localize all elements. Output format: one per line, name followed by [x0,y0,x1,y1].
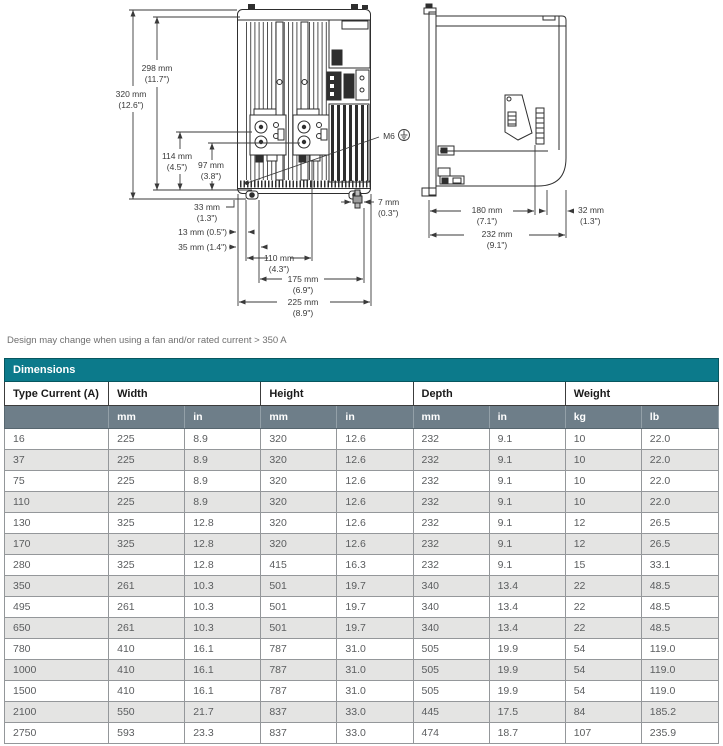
dimension-cell: 10 [565,429,641,450]
table-row [5,513,719,534]
dimension-cell: 22 [565,576,641,597]
dimension-cell: 119.0 [641,660,718,681]
dimension-cell: 837 [261,723,337,744]
dimension-cell: 19.9 [489,681,565,702]
table-title: Dimensions [5,359,719,382]
table-row [5,429,719,450]
dimension-cell: 107 [565,723,641,744]
dimension-cell: 19.9 [489,660,565,681]
dimension-cell: 10.3 [185,618,261,639]
type-current-cell: 280 [5,555,109,576]
dim-m6-label [383,131,395,141]
dimension-cell: 474 [413,723,489,744]
dimension-cell: 12.6 [337,429,413,450]
dimensions-table-body [5,429,719,744]
dim-35mm [178,242,227,252]
dimension-cell: 9.1 [489,492,565,513]
dimension-cell: 12.6 [337,492,413,513]
type-current-cell: 350 [5,576,109,597]
svg-text:175 mm: 175 mm [287,274,319,284]
dimension-cell: 185.2 [641,702,718,723]
dimension-cell: 410 [109,639,185,660]
side-view-dimension-labels [472,205,604,250]
dimensions-table-wrap [4,358,719,744]
svg-text:97 mm: 97 mm [198,160,224,170]
motor-connector-right [293,109,329,162]
col-header-depth: Depth [413,382,565,406]
unit-header: in [185,406,261,429]
svg-text:M6: M6 [383,131,395,141]
dimension-cell: 501 [261,618,337,639]
type-current-cell: 16 [5,429,109,450]
dimension-cell: 22.0 [641,492,718,513]
dimension-cell: 22 [565,597,641,618]
dimension-cell: 12.8 [185,555,261,576]
side-view-drawing [422,4,566,196]
dimension-cell: 232 [413,534,489,555]
table-row [5,471,719,492]
dimension-cell: 21.7 [185,702,261,723]
dimension-cell: 232 [413,471,489,492]
table-row [5,576,719,597]
dimension-cell: 48.5 [641,618,718,639]
dim-97mm [198,160,224,181]
dimension-cell: 16.1 [185,660,261,681]
dimension-cell: 119.0 [641,639,718,660]
dimension-cell: 9.1 [489,513,565,534]
dimension-cell: 16.1 [185,639,261,660]
dimension-cell: 320 [261,471,337,492]
dimension-cell: 320 [261,492,337,513]
dim-7mm [378,197,399,218]
dimension-cell: 19.7 [337,618,413,639]
type-current-cell: 2100 [5,702,109,723]
table-row [5,534,719,555]
svg-text:33 mm: 33 mm [194,202,220,212]
dim-13mm [178,227,227,237]
dimension-cell: 232 [413,492,489,513]
dimension-cell: 19.7 [337,576,413,597]
table-row [5,492,719,513]
dim-225mm [288,297,319,318]
svg-text:110 mm: 110 mm [263,253,295,263]
dimension-cell: 8.9 [185,471,261,492]
dimension-cell: 787 [261,639,337,660]
dimension-cell: 325 [109,534,185,555]
svg-text:(8.9"): (8.9") [292,308,314,318]
dimension-cell: 232 [413,555,489,576]
dimension-cell: 9.1 [489,471,565,492]
svg-text:(1.3"): (1.3") [196,213,218,223]
svg-text:32 mm: 32 mm [578,205,604,215]
dimension-cell: 12 [565,513,641,534]
unit-header: in [489,406,565,429]
dimension-cell: 33.1 [641,555,718,576]
dimension-cell: 9.1 [489,555,565,576]
dim-298mm [142,63,173,84]
type-current-cell: 1000 [5,660,109,681]
dimension-cell: 12.6 [337,450,413,471]
dimension-cell: 320 [261,429,337,450]
dim-232mm [482,229,513,250]
svg-text:(12.6"): (12.6") [118,100,144,110]
dimension-cell: 13.4 [489,597,565,618]
dimension-cell: 325 [109,555,185,576]
dimension-cell: 119.0 [641,681,718,702]
dimension-cell: 325 [109,513,185,534]
table-row [5,597,719,618]
dimension-cell: 19.9 [489,639,565,660]
unit-header: mm [109,406,185,429]
type-current-cell: 110 [5,492,109,513]
svg-text:(0.3"): (0.3") [378,208,399,218]
table-row [5,681,719,702]
dimension-cell: 340 [413,597,489,618]
dimension-cell: 225 [109,492,185,513]
table-row [5,660,719,681]
dimension-cell: 787 [261,681,337,702]
dimension-cell: 10 [565,492,641,513]
svg-text:(9.1"): (9.1") [486,240,508,250]
dimension-cell: 54 [565,681,641,702]
dimension-cell: 235.9 [641,723,718,744]
svg-text:(7.1"): (7.1") [476,216,498,226]
dimension-cell: 54 [565,639,641,660]
technical-drawing-svg [0,0,723,330]
dimension-cell: 9.1 [489,534,565,555]
dimension-cell: 12.6 [337,513,413,534]
dim-175mm [288,274,319,295]
dimension-cell: 550 [109,702,185,723]
type-current-cell: 170 [5,534,109,555]
unit-header: lb [641,406,718,429]
dimension-cell: 410 [109,681,185,702]
dimension-cell: 10.3 [185,576,261,597]
dimension-cell: 8.9 [185,450,261,471]
table-group-header-row [5,382,719,406]
dim-110mm [264,253,294,274]
type-current-cell: 130 [5,513,109,534]
dim-33mm [194,202,220,223]
dimension-cell: 593 [109,723,185,744]
col-header-type-current: Type Current (A) [5,382,109,406]
dim-320mm [116,89,147,110]
dimension-cell: 320 [261,513,337,534]
table-row [5,639,719,660]
dimension-cell: 22 [565,618,641,639]
table-unit-row [5,406,719,429]
col-header-width: Width [109,382,261,406]
type-current-cell: 1500 [5,681,109,702]
dim-114mm [162,151,192,172]
dimension-drawings [0,0,723,358]
dimension-cell: 23.3 [185,723,261,744]
unit-header: in [337,406,413,429]
dimension-cell: 9.1 [489,450,565,471]
col-header-height: Height [261,382,413,406]
type-current-cell: 37 [5,450,109,471]
dimension-cell: 19.7 [337,597,413,618]
dimension-cell: 232 [413,429,489,450]
dimension-cell: 12.8 [185,534,261,555]
dimension-cell: 33.0 [337,702,413,723]
dimension-cell: 320 [261,534,337,555]
dimension-cell: 10 [565,450,641,471]
dimension-cell: 33.0 [337,723,413,744]
dimension-cell: 31.0 [337,639,413,660]
dimension-cell: 505 [413,681,489,702]
dimension-cell: 22.0 [641,471,718,492]
dimension-cell: 48.5 [641,597,718,618]
svg-text:232 mm: 232 mm [481,229,513,239]
dimension-cell: 410 [109,660,185,681]
dimension-cell: 13.4 [489,576,565,597]
dimension-cell: 17.5 [489,702,565,723]
type-current-cell: 495 [5,597,109,618]
dimension-cell: 225 [109,429,185,450]
table-row [5,450,719,471]
dimension-cell: 31.0 [337,660,413,681]
dim-180mm [472,205,503,226]
table-title-row [5,359,719,382]
dimension-cell: 225 [109,471,185,492]
dimension-cell: 837 [261,702,337,723]
dimension-cell: 16.3 [337,555,413,576]
dimension-cell: 54 [565,660,641,681]
dimension-cell: 12.6 [337,534,413,555]
dimension-cell: 84 [565,702,641,723]
type-current-cell: 75 [5,471,109,492]
dimension-cell: 8.9 [185,492,261,513]
svg-text:13 mm (0.5"): 13 mm (0.5") [178,227,227,237]
table-row [5,555,719,576]
dimension-cell: 261 [109,597,185,618]
dimension-cell: 10.3 [185,597,261,618]
svg-text:(6.9"): (6.9") [292,285,314,295]
dimension-cell: 48.5 [641,576,718,597]
svg-text:(3.8"): (3.8") [200,171,222,181]
unit-header: kg [565,406,641,429]
dimension-cell: 26.5 [641,534,718,555]
dimension-cell: 26.5 [641,513,718,534]
svg-text:(1.3"): (1.3") [580,216,601,226]
col-header-weight: Weight [565,382,718,406]
design-change-footnote: Design may change when using a fan and/or rated current > 350 A [7,335,287,346]
type-current-cell: 780 [5,639,109,660]
table-row [5,702,719,723]
svg-text:(4.5"): (4.5") [166,162,188,172]
dimension-cell: 15 [565,555,641,576]
dimension-cell: 505 [413,660,489,681]
dimension-cell: 505 [413,639,489,660]
dimension-cell: 320 [261,450,337,471]
svg-text:225 mm: 225 mm [287,297,319,307]
dimension-cell: 445 [413,702,489,723]
svg-text:114 mm: 114 mm [161,151,193,161]
svg-text:(4.3"): (4.3") [268,264,290,274]
dimension-cell: 9.1 [489,429,565,450]
dimension-cell: 501 [261,597,337,618]
dimension-cell: 232 [413,450,489,471]
earth-ground-icon [399,130,410,141]
unit-header: mm [261,406,337,429]
dimension-cell: 12 [565,534,641,555]
svg-text:180 mm: 180 mm [471,205,503,215]
dim-32mm [578,205,604,226]
svg-text:7 mm: 7 mm [378,197,400,207]
dimension-cell: 31.0 [337,681,413,702]
dimension-cell: 22.0 [641,429,718,450]
type-current-cell: 2750 [5,723,109,744]
dimension-cell: 12.6 [337,471,413,492]
dimension-cell: 10 [565,471,641,492]
dimension-cell: 232 [413,513,489,534]
svg-text:320 mm: 320 mm [115,89,147,99]
unit-header: mm [413,406,489,429]
dimensions-table [4,358,719,744]
dimension-cell: 340 [413,576,489,597]
svg-text:35 mm (1.4"): 35 mm (1.4") [178,242,227,252]
dimension-cell: 787 [261,660,337,681]
front-view-drawing [238,5,372,209]
table-row [5,618,719,639]
dimension-cell: 340 [413,618,489,639]
dimension-cell: 22.0 [641,450,718,471]
dimension-cell: 261 [109,618,185,639]
svg-text:(11.7"): (11.7") [144,74,170,84]
dimension-cell: 225 [109,450,185,471]
dimension-cell: 415 [261,555,337,576]
side-view-dimensions [429,145,574,238]
unit-header-blank [5,406,109,429]
dimension-cell: 501 [261,576,337,597]
svg-text:298 mm: 298 mm [141,63,173,73]
motor-connector-left [250,109,286,162]
dimension-cell: 12.8 [185,513,261,534]
type-current-cell: 650 [5,618,109,639]
dimension-cell: 13.4 [489,618,565,639]
dimension-cell: 261 [109,576,185,597]
dimension-cell: 8.9 [185,429,261,450]
dimension-cell: 16.1 [185,681,261,702]
table-row [5,723,719,744]
dimension-cell: 18.7 [489,723,565,744]
